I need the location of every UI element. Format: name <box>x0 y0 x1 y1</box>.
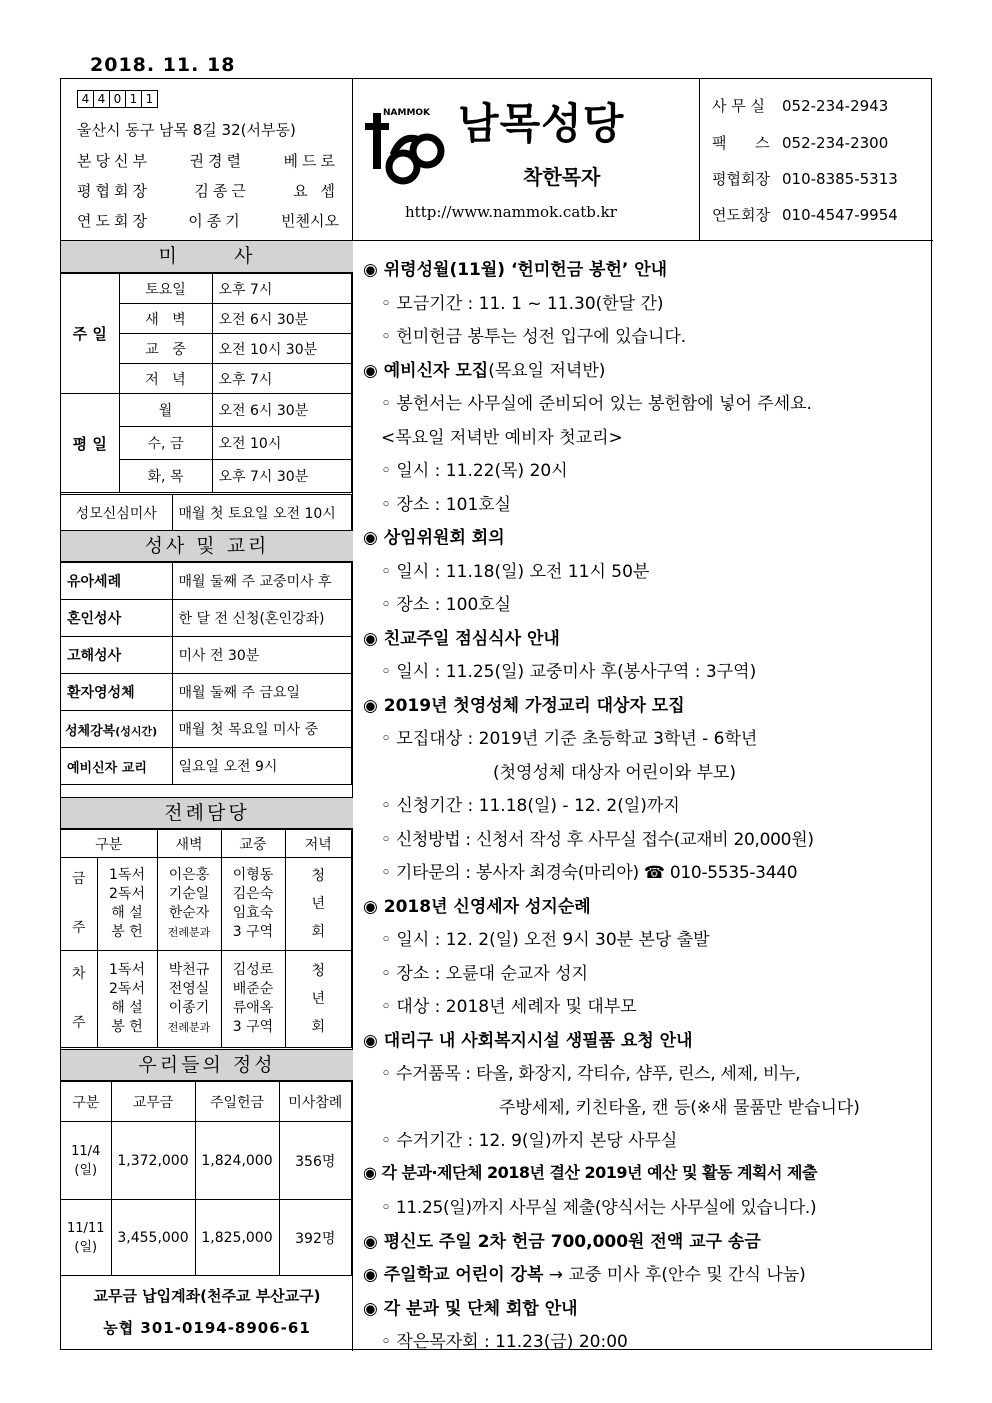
liturgy-header: 교중 <box>221 830 285 858</box>
notice-heading <box>363 1227 761 1252</box>
liturgy-dawn <box>157 951 221 1048</box>
notice-text: ◦ 장소 : 오륜대 순교자 성지 <box>381 963 588 984</box>
liturgy-roles <box>97 858 157 951</box>
liturgy-roster-table <box>61 829 352 1048</box>
liturgy-evening <box>285 951 352 1048</box>
account-number: 농협 301-0194-8906-61 <box>103 1319 311 1337</box>
weekday-label: 평 일 <box>61 394 119 493</box>
notice-item <box>381 490 511 515</box>
notice-text: ◦ 일시 : 11.25(일) 교중미사 후(봉사구역 : 3구역) <box>381 662 757 682</box>
offerings-header: 미사참례 <box>279 1082 352 1122</box>
week-char: 주 <box>71 1015 86 1031</box>
mass-time: 오후 7시 30분 <box>212 460 352 493</box>
notice-text: ◉ 각 분과 및 단체 회합 안내 <box>363 1298 578 1319</box>
notice-text: ◉ 대리구 내 사회복지시설 생필품 요청 안내 <box>363 1030 693 1051</box>
notice-item <box>381 959 588 984</box>
offering-dues: 3,455,000 <box>111 1200 195 1276</box>
sacrament-schedule: 한 달 전 신청(혼인강좌) <box>172 600 352 637</box>
notice-heading <box>363 523 505 548</box>
contact-row <box>712 168 898 189</box>
account-info: 교무금 납입계좌(천주교 부산교구) <box>93 1287 321 1305</box>
sacrament-label: 유아세례 <box>61 563 172 600</box>
role: 해 설 <box>111 905 143 921</box>
notice-text: ◉ 상임위원회 회의 <box>363 528 505 548</box>
notice-item <box>381 858 797 883</box>
notice-heading <box>363 1026 693 1051</box>
notice-item <box>381 389 812 414</box>
assignee: 류애옥 <box>232 1000 274 1016</box>
mass-day: 토요일 <box>119 274 212 304</box>
notice-item <box>381 1193 816 1218</box>
notice-item <box>381 322 686 347</box>
week-char: 금 <box>71 871 86 887</box>
notice-item <box>381 456 568 481</box>
contact-label: 팩 스 <box>712 134 770 152</box>
mass-time: 오전 6시 30분 <box>212 304 352 334</box>
mass-day: 수, 금 <box>119 427 212 460</box>
staff-role: 평협회장 <box>77 182 151 200</box>
bulletin-date: 2018. 11. 18 <box>90 54 236 76</box>
assignee: 이형동 <box>232 867 274 883</box>
offerings-table <box>61 1081 352 1276</box>
sacrament-label: 혼인성사 <box>61 600 172 637</box>
assignee: 한순자 <box>168 905 210 921</box>
staff-role: 연도회장 <box>77 212 151 230</box>
sacrament-schedule: 매월 둘째 주 교중미사 후 <box>172 563 352 600</box>
sacrament-label: 환자영성체 <box>61 674 172 711</box>
notice-item <box>381 657 756 682</box>
notice-text: ◦ 신청기간 : 11.18(일) - 12. 2(일)까지 <box>381 796 680 816</box>
notice-text: ◉ 평신도 주일 2차 헌금 700,000원 전액 교구 송금 <box>363 1231 761 1252</box>
offering-attendance: 356명 <box>279 1122 352 1200</box>
week-char: 주 <box>71 920 86 936</box>
mass-time: 오전 6시 30분 <box>212 394 352 427</box>
notice-item <box>381 724 757 749</box>
assignee: 박천규 <box>168 962 210 978</box>
evening-char: 년 <box>311 991 326 1007</box>
contact-phone: 010-8385-5313 <box>782 170 898 188</box>
notice-text: ◦ 일시 : 12. 2(일) 오전 9시 30분 본당 출발 <box>381 930 710 950</box>
staff-baptismal-name: 베드로 <box>283 152 339 170</box>
contact-label: 연도회장 <box>712 206 770 224</box>
offerings-section-title: 우리들의 정성 <box>61 1049 353 1081</box>
assignee: 3 구역 <box>232 924 274 940</box>
special-mass-label: 성모신심미사 <box>61 495 172 531</box>
week-char: 차 <box>71 966 86 982</box>
notice-item <box>381 791 680 816</box>
notice-text: ◦ 수거품목 : 타올, 화장지, 각티슈, 샴푸, 린스, 세제, 비누, <box>381 1064 801 1084</box>
sunday-label: 주 일 <box>61 274 119 394</box>
liturgy-week-label <box>61 951 97 1048</box>
notice-text: ◉ 주일학교 어린이 강복 <box>363 1265 544 1285</box>
mass-schedule-table <box>61 273 352 493</box>
zip-digit: 4 <box>93 90 110 108</box>
staff-baptismal-name: 요 셉 <box>293 182 339 200</box>
liturgy-main <box>221 951 285 1048</box>
logo-text: NAMMOK <box>383 108 431 118</box>
role: 2독서 <box>109 981 145 997</box>
zip-code <box>77 90 157 108</box>
notice-heading <box>363 1260 806 1285</box>
liturgy-section-title: 전례담당 <box>61 797 353 829</box>
mass-day: 교 중 <box>119 334 212 364</box>
special-mass-table <box>61 494 352 531</box>
sacraments-table <box>61 562 352 785</box>
contact-phone: 010-4547-9954 <box>782 206 898 224</box>
notice-text: ◉ 각 분과·제단체 2018년 결산 2019년 예산 및 활동 계획서 제출 <box>363 1162 817 1182</box>
liturgy-header: 저녁 <box>285 830 352 858</box>
church-motto: 착한목자 <box>523 165 601 189</box>
mass-time: 오후 7시 <box>212 274 352 304</box>
staff-name: 김종근 <box>194 182 250 200</box>
notice-text: ◉ 예비신자 모집 <box>363 360 489 381</box>
notice-item <box>381 1059 800 1084</box>
contact-label: 평협회장 <box>712 170 770 188</box>
role: 봉 헌 <box>111 924 143 940</box>
offering-date-text: 11/11 <box>67 1220 105 1236</box>
notice-text: ◦ 대상 : 2018년 세례자 및 대부모 <box>381 997 637 1017</box>
mass-time: 오전 10시 <box>212 427 352 460</box>
church-website-link[interactable]: http://www.nammok.catb.kr <box>405 203 617 221</box>
role: 1독서 <box>109 962 145 978</box>
mass-day: 새 벽 <box>119 304 212 334</box>
header-contacts-panel <box>700 79 933 241</box>
contact-label: 사 무 실 <box>712 97 766 115</box>
left-column <box>61 241 353 1351</box>
mass-time: 오전 10시 30분 <box>212 334 352 364</box>
assignee: 임효숙 <box>232 905 274 921</box>
notice-text: ◦ 봉헌서는 사무실에 준비되어 있는 봉헌함에 넣어 주세요. <box>381 394 812 414</box>
notice-text: ◦ 기타문의 : 봉사자 최경숙(마리아) ☎ 010-5535-3440 <box>381 863 798 883</box>
notice-item <box>381 925 710 950</box>
assignee: 김성로 <box>232 962 274 978</box>
notice-heading <box>363 892 591 917</box>
sacrament-label: 성체강복 <box>65 723 116 739</box>
notice-heading <box>363 1294 578 1319</box>
liturgy-main <box>221 858 285 951</box>
sacrament-schedule: 미사 전 30분 <box>172 637 352 674</box>
evening-char: 회 <box>311 924 326 940</box>
notice-heading <box>363 691 685 716</box>
assignee: 3 구역 <box>232 1019 274 1035</box>
offerings-header: 주일헌금 <box>195 1082 279 1122</box>
zip-digit: 1 <box>141 90 158 108</box>
offering-date-text: 11/4 <box>71 1143 101 1159</box>
notice-text: ◉ 2019년 첫영성체 가정교리 대상자 모집 <box>363 695 685 716</box>
zip-digit: 4 <box>77 90 94 108</box>
liturgy-week-label <box>61 858 97 951</box>
offerings-header: 교무금 <box>111 1082 195 1122</box>
contact-row <box>712 204 898 225</box>
evening-char: 회 <box>311 1019 326 1035</box>
mass-day: 월 <box>119 394 212 427</box>
contact-phone: 052-234-2943 <box>782 97 889 115</box>
notice-item <box>381 992 637 1017</box>
notice-text: ◉ 친교주일 점심식사 안내 <box>363 628 560 649</box>
staff-baptismal-name: 빈첸시오 <box>281 212 339 230</box>
evening-char: 년 <box>311 896 326 912</box>
church-logo-icon <box>365 95 455 195</box>
notice-text: ◦ 11.25(일)까지 사무실 제출(양식서는 사무실에 있습니다.) <box>381 1198 817 1218</box>
sacrament-label: 예비신자 교리 <box>61 748 172 785</box>
notice-heading <box>363 255 667 280</box>
sacrament-schedule: 매월 둘째 주 금요일 <box>172 674 352 711</box>
role: 1독서 <box>109 867 145 883</box>
zip-digit: 1 <box>125 90 142 108</box>
notice-text: ◦ 일시 : 11.18(일) 오전 11시 50분 <box>381 561 650 582</box>
contact-row <box>712 132 888 153</box>
notice-item <box>381 825 814 850</box>
notice-text: ◦ 모금기간 : 11. 1 ~ 11.30(한달 간) <box>381 293 664 314</box>
offerings-header: 구분 <box>61 1082 111 1122</box>
notice-text: 주방세제, 키친타올, 캔 등(※새 물품만 받습니다) <box>499 1097 860 1118</box>
liturgy-dawn <box>157 858 221 951</box>
sacrament-label: 고해성사 <box>61 637 172 674</box>
notice-heading <box>363 624 560 649</box>
role: 봉 헌 <box>111 1019 143 1035</box>
assignee: 전례분과 <box>167 926 211 939</box>
header-address-panel <box>61 79 353 241</box>
notice-text: ◉ 위령성월(11월) ‘헌미헌금 봉헌’ 안내 <box>363 260 668 280</box>
sacrament-label-note: (성시간) <box>115 724 158 738</box>
offering-date <box>61 1122 111 1200</box>
sacrament-schedule: 일요일 오전 9시 <box>172 748 352 785</box>
notice-text: ◦ 장소 : 100호실 <box>381 595 512 615</box>
church-name: 남목성당 <box>458 99 625 148</box>
header-logo-panel <box>353 79 700 241</box>
evening-char: 청 <box>311 868 326 884</box>
assignee: 기순일 <box>168 886 210 902</box>
notice-text: ◦ 작은목자회 : 11.23(금) 20:00 <box>381 1332 628 1352</box>
assignee: 전영실 <box>168 981 210 997</box>
notice-item <box>381 1126 677 1151</box>
mass-time: 오후 7시 <box>212 364 352 394</box>
contact-fax: 052-234-2300 <box>782 134 889 152</box>
staff-row <box>77 150 339 171</box>
role: 해 설 <box>111 1000 143 1016</box>
contact-row <box>712 95 888 116</box>
notice-item <box>381 1327 628 1352</box>
staff-name: 이종기 <box>188 212 244 230</box>
offering-date <box>61 1200 111 1276</box>
notice-text: ◦ 일시 : 11.22(목) 20시 <box>381 461 568 481</box>
assignee: 김은숙 <box>232 886 274 902</box>
offering-day-text: (일) <box>74 1239 98 1255</box>
sacrament-schedule: 매월 첫 목요일 미사 중 <box>172 711 352 748</box>
church-address: 울산시 동구 남목 8길 32(서부동) <box>77 121 296 139</box>
assignee: 배준순 <box>232 981 274 997</box>
mass-section-title: 미 사 <box>61 241 353 273</box>
staff-role: 본당신부 <box>77 152 151 170</box>
notice-item <box>381 557 649 582</box>
bulletin-frame <box>60 78 932 1350</box>
role: 2독서 <box>109 886 145 902</box>
offering-sunday-collection: 1,825,000 <box>195 1200 279 1276</box>
notice-item <box>381 590 511 615</box>
liturgy-roles <box>97 951 157 1048</box>
notice-heading <box>363 356 605 381</box>
notice-text: ◦ 장소 : 101호실 <box>381 494 512 515</box>
notice-item <box>493 758 736 783</box>
notice-text: ◦ 모집대상 : 2019년 기준 초등학교 3학년 - 6학년 <box>381 729 758 749</box>
notice-text-tail: → 교중 미사 후(안수 및 간식 나눔) <box>543 1265 806 1285</box>
staff-row <box>77 180 339 201</box>
notice-item <box>499 1093 860 1118</box>
liturgy-header: 구분 <box>61 830 157 858</box>
evening-char: 청 <box>311 963 326 979</box>
liturgy-header: 새벽 <box>157 830 221 858</box>
notice-text: ◦ 수거기간 : 12. 9(일)까지 본당 사무실 <box>381 1131 678 1151</box>
mass-day: 저 녁 <box>119 364 212 394</box>
assignee: 이종기 <box>168 1000 210 1016</box>
offering-attendance: 392명 <box>279 1200 352 1276</box>
special-mass-time: 매월 첫 토요일 오전 10시 <box>172 495 352 531</box>
staff-name: 권경렬 <box>189 152 245 170</box>
notice-text: <목요일 저녁반 예비자 첫교리> <box>381 427 623 448</box>
assignee: 전례분과 <box>167 1021 211 1034</box>
sacraments-section-title: 성사 및 교리 <box>61 530 353 562</box>
zip-digit: 0 <box>109 90 126 108</box>
mass-day: 화, 목 <box>119 460 212 493</box>
notice-item <box>381 423 623 448</box>
notice-text: ◦ 신청방법 : 신청서 작성 후 사무실 접수(교재비 20,000원) <box>381 829 814 850</box>
notice-text-tail: (목요일 저녁반) <box>488 360 606 381</box>
staff-row <box>77 210 339 231</box>
offering-dues: 1,372,000 <box>111 1122 195 1200</box>
notice-text: ◉ 2018년 신영세자 성지순례 <box>363 896 591 917</box>
offering-sunday-collection: 1,824,000 <box>195 1122 279 1200</box>
offering-day-text: (일) <box>74 1162 98 1178</box>
assignee: 이은홍 <box>168 867 210 883</box>
liturgy-evening <box>285 858 352 951</box>
sacrament-label-cell <box>61 711 172 748</box>
notice-heading <box>363 1160 817 1183</box>
notice-text: ◦ 헌미헌금 봉투는 성전 입구에 있습니다. <box>381 327 687 347</box>
notice-text: (첫영성체 대상자 어린이와 부모) <box>493 762 736 783</box>
notice-item <box>381 289 664 314</box>
